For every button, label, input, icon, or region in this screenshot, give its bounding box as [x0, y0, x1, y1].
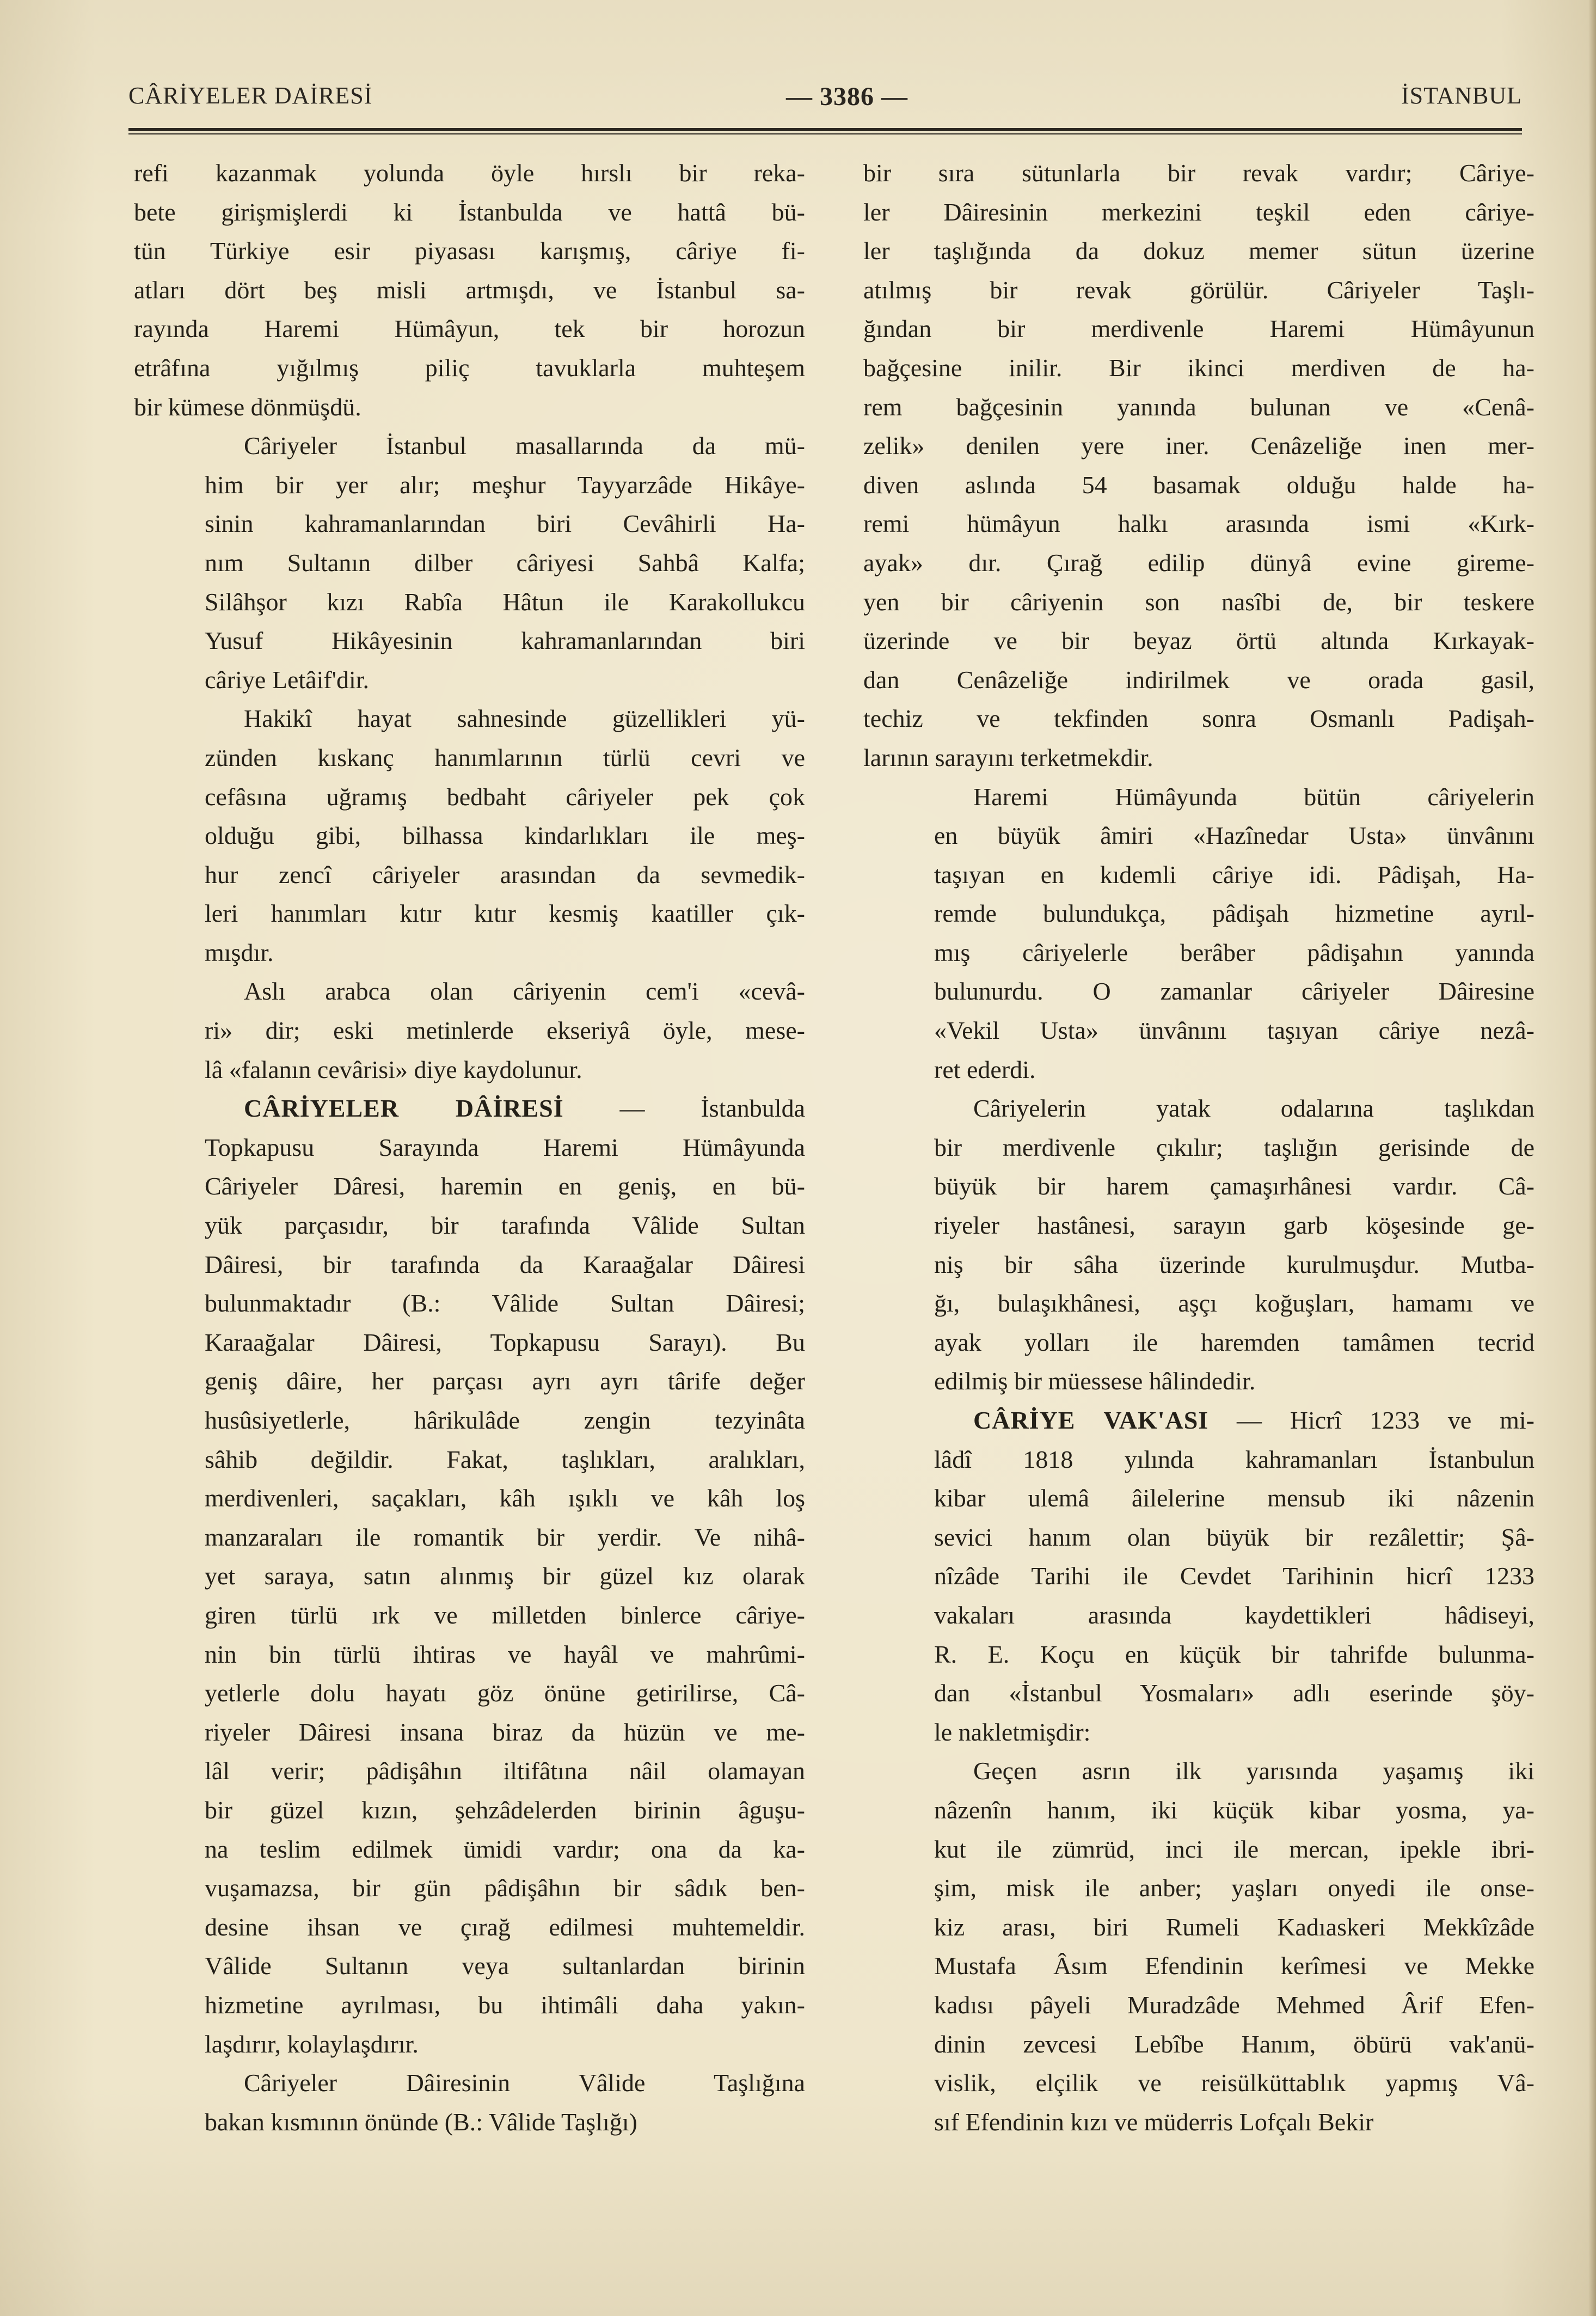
text-line: bete girişmişlerdi ki İstanbulda ve hattâ bü-: [134, 198, 805, 226]
text-line: bulunmaktadır (B.: Vâlide Sultan Dâiresi;: [205, 1289, 805, 1318]
text-line: atları dört beş misli artmışdı, ve İstanbul sa-: [134, 275, 805, 304]
paragraph: [134, 426, 805, 699]
text-line: nin bin türlü ihtiras ve hayâl ve mahrûmi-: [205, 1640, 805, 1668]
text-line: bulunurdu. O zamanlar câriyeler Dâiresine: [934, 977, 1534, 1006]
text-line: kut ile zümrüd, inci ile mercan, ipekle ibri-: [934, 1835, 1534, 1863]
text-line: R. E. Koçu en küçük bir tahrifde bulunma-: [934, 1640, 1534, 1668]
text-line: zünden kıskanç hanımlarının türlü cevri ve: [205, 743, 805, 771]
paragraph: [134, 972, 805, 1089]
text-line: tün Türkiye esir piyasası karışmış, câriye fi-: [134, 237, 805, 265]
entry-heading: CÂRİYE VAK'ASI: [973, 1406, 1209, 1434]
text-line: laşdırır, kolaylaşdırır.: [205, 2030, 419, 2058]
text-line: zelik» denilen yere iner. Cenâzeliğe inen mer-: [863, 432, 1534, 460]
text-line: na teslim edilmek ümidi vardır; ona da ka-: [205, 1835, 805, 1863]
text-line: yük parçasıdır, bir tarafında Vâlide Sultan: [205, 1211, 805, 1240]
paragraph: [863, 1089, 1534, 1401]
text-line: bir merdivenle çıkılır; taşlığın gerisinde de: [934, 1133, 1534, 1161]
text-line: remi hümâyun halkı arasında ismi «Kırk-: [863, 510, 1534, 538]
text-line: Mustafa Âsım Efendinin kerîmesi ve Mekke: [934, 1952, 1534, 1980]
entry-heading-continuation: — Hicrî 1233 ve mi-: [1208, 1406, 1534, 1434]
paragraph: [863, 777, 1534, 1089]
text-line: desine ihsan ve çırağ edilmesi muhtemeldir.: [205, 1913, 805, 1941]
text-line: ğından bir merdivenle Haremi Hümâyunun: [863, 315, 1534, 343]
text-line: remde bulundukça, pâdişah hizmetine ayrıl-: [934, 899, 1534, 928]
text-line: kadısı pâyeli Muradzâde Mehmed Ârif Efen-: [934, 1990, 1534, 2019]
text-line: bağçesine inilir. Bir ikinci merdiven de ha-: [863, 353, 1534, 382]
paragraph: [863, 154, 1534, 777]
text-line: bakan kısmının önünde (B.: Vâlide Taşlığı): [205, 2107, 637, 2136]
text-line: ğı, bulaşıkhânesi, aşçı koğuşları, hamamı ve: [934, 1289, 1534, 1318]
text-line: edilmiş bir müessese hâlindedir.: [934, 1367, 1256, 1395]
text-line: ayak yolları ile haremden tamâmen tecrid: [934, 1328, 1534, 1356]
text-line: kibar ulemâ âilelerine mensub iki nâzenin: [934, 1484, 1534, 1512]
paragraph: [134, 2063, 805, 2141]
text-line: manzaraları ile romantik bir yerdir. Ve nihâ-: [205, 1523, 805, 1551]
text-line: vakaları arasında kaydettikleri hâdiseyi,: [934, 1601, 1534, 1629]
running-head: [128, 82, 1522, 120]
text-line: Geçen asrın ilk yarısında yaşamış iki: [973, 1757, 1534, 1785]
paragraph: [134, 699, 805, 972]
text-line: husûsiyetlerle, hârikulâde zengin tezyinâta: [205, 1406, 805, 1434]
text-line: câriye Letâif'dir.: [205, 665, 370, 694]
text-line: Dâiresi, bir tarafında da Karaağalar Dâiresi: [205, 1250, 805, 1278]
text-line: Haremi Hümâyunda bütün câriyelerin: [973, 782, 1534, 811]
paragraph: [134, 1089, 805, 2063]
text-line: büyük bir harem çamaşırhânesi vardır. Câ-: [934, 1172, 1534, 1200]
text-line: [134, 1089, 805, 1128]
text-line: sâhib değildir. Fakat, taşlıkları, aralıkları,: [205, 1445, 805, 1473]
text-line: dan «İstanbul Yosmaları» adlı eserinde şöy-: [934, 1679, 1534, 1707]
text-line: ler taşlığında da dokuz memer sütun üzerine: [863, 237, 1534, 265]
page-edge-shadow: [1588, 0, 1596, 2316]
text-line: üzerinde ve bir beyaz örtü altında Kırkayak-: [863, 627, 1534, 655]
text-line: Silâhşor kızı Rabîa Hâtun ile Karakollukcu: [205, 587, 805, 616]
text-line: sinin kahramanlarından biri Cevâhirli Ha-: [205, 510, 805, 538]
text-line: Hakikî hayat sahnesinde güzellikleri yü-: [244, 704, 805, 733]
text-line: sıf Efendinin kızı ve müderris Lofçalı Bekir: [934, 2107, 1374, 2136]
text-line: vuşamazsa, bir gün pâdişâhın bir sâdık ben-: [205, 1874, 805, 1902]
text-line: Vâlide Sultanın veya sultanlardan birinin: [205, 1952, 805, 1980]
text-line: mış câriyelerle berâber pâdişahın yanında: [934, 938, 1534, 966]
text-line: lâdî 1818 yılında kahramanları İstanbulun: [934, 1445, 1534, 1473]
text-line: techiz ve tekfinden sonra Osmanlı Padişah-: [863, 704, 1534, 733]
text-line: leri hanımları kıtır kıtır kesmiş kaatiller çık-: [205, 899, 805, 928]
text-line: rayında Haremi Hümâyun, tek bir horozun: [134, 315, 805, 343]
text-line: Topkapusu Sarayında Haremi Hümâyunda: [205, 1133, 805, 1161]
text-line: Aslı arabca olan câriyenin cem'i «cevâ-: [244, 977, 805, 1006]
text-line: olduğu gibi, bilhassa kindarlıkları ile meş-: [205, 822, 805, 850]
text-line: Câriyeler İstanbul masallarında da mü-: [244, 432, 805, 460]
text-line: [863, 1401, 1534, 1440]
text-line: dinin zevcesi Lebîbe Hanım, öbürü vak'anü-: [934, 2030, 1534, 2058]
text-line: nâzenîn hanım, iki küçük kibar yosma, ya-: [934, 1796, 1534, 1824]
text-line: kiz arası, biri Rumeli Kadıaskeri Mekkîzâde: [934, 1913, 1534, 1941]
text-line: larının sarayını terketmekdir.: [863, 743, 1153, 771]
text-line: ler Dâiresinin merkezini teşkil eden câriye-: [863, 198, 1534, 226]
text-line: hizmetine ayrılması, bu ihtimâli daha yakın-: [205, 1990, 805, 2019]
text-line: cefâsına uğramış bedbaht câriyeler pek çok: [205, 782, 805, 811]
text-line: giren türlü ırk ve milletden binlerce câriye-: [205, 1601, 805, 1629]
text-line: Karaağalar Dâiresi, Topkapusu Sarayı). Bu: [205, 1328, 805, 1356]
text-line: bir sıra sütunlarla bir revak vardır; Câriye-: [863, 159, 1534, 187]
header-page-number: — 3386 —: [786, 82, 908, 111]
header-publication-title: İSTANBUL: [1401, 82, 1522, 109]
paragraph: [863, 1401, 1534, 1751]
text-line: refi kazanmak yolunda öyle hırslı bir reka-: [134, 159, 805, 187]
text-line: lâl verir; pâdişâhın iltifâtına nâil olamayan: [205, 1757, 805, 1785]
text-line: Yusuf Hikâyesinin kahramanlarından biri: [205, 627, 805, 655]
text-line: ret ederdi.: [934, 1055, 1036, 1083]
text-line: bir kümese dönmüşdü.: [134, 393, 361, 421]
right-column: [863, 154, 1534, 2141]
text-line: merdivenleri, saçakları, kâh ışıklı ve kâh loş: [205, 1484, 805, 1512]
text-line: dan Cenâzeliğe indirilmek ve orada gasil,: [863, 665, 1534, 694]
text-line: nîzâde Tarihi ile Cevdet Tarihinin hicrî 1233: [934, 1562, 1534, 1590]
text-line: rem bağçesinin yanında bulunan ve «Cenâ-: [863, 393, 1534, 421]
text-line: riyeler Dâiresi insana biraz da hüzün ve me-: [205, 1718, 805, 1746]
text-line: riyeler hastânesi, sarayın garb köşesinde ge-: [934, 1211, 1534, 1240]
text-line: yetlerle dolu hayatı göz önüne getirilirse, Câ-: [205, 1679, 805, 1707]
text-line: şim, misk ile anber; yaşları onyedi ile onse-: [934, 1874, 1534, 1902]
text-line: vislik, elçilik ve reisülküttablık yapmış Vâ-: [934, 2069, 1534, 2097]
paragraph: [134, 154, 805, 426]
header-rule: [128, 128, 1522, 134]
entry-heading: CÂRİYELER DÂİRESİ: [244, 1094, 564, 1123]
text-line: yen bir câriyenin son nasîbi de, bir teskere: [863, 587, 1534, 616]
text-line: nım Sultanın dilber câriyesi Sahbâ Kalfa;: [205, 548, 805, 577]
header-section-title: CÂRİYELER DAİRESİ: [128, 82, 373, 109]
text-line: «Vekil Usta» ünvânını taşıyan câriye nezâ-: [934, 1016, 1534, 1045]
text-line: niş bir sâha üzerinde kurulmuşdur. Mutba-: [934, 1250, 1534, 1278]
text-line: diven aslında 54 basamak olduğu halde ha-: [863, 470, 1534, 499]
text-line: taşıyan en kıdemli câriye idi. Pâdişah, Ha-: [934, 860, 1534, 889]
text-line: him bir yer alır; meşhur Tayyarzâde Hikâye-: [205, 470, 805, 499]
text-line: bir güzel kızın, şehzâdelerden birinin âguşu-: [205, 1796, 805, 1824]
text-line: Câriyelerin yatak odalarına taşlıkdan: [973, 1094, 1534, 1123]
text-line: ayak» dır. Çırağ edilip dünyâ evine gireme-: [863, 548, 1534, 577]
text-line: Câriyeler Dâiresinin Vâlide Taşlığına: [244, 2069, 805, 2097]
paragraph: [863, 1751, 1534, 2141]
text-line: lâ «falanın cevârisi» diye kaydolunur.: [205, 1055, 582, 1083]
text-line: le nakletmişdir:: [934, 1718, 1091, 1746]
text-line: yet saraya, satın alınmış bir güzel kız olarak: [205, 1562, 805, 1590]
entry-heading-continuation: — İstanbulda: [563, 1094, 805, 1123]
text-line: etrâfına yığılmış piliç tavuklarla muhteşem: [134, 353, 805, 382]
text-line: atılmış bir revak görülür. Câriyeler Taşlı-: [863, 275, 1534, 304]
text-line: ri» dir; eski metinlerde ekseriyâ öyle, mese-: [205, 1016, 805, 1045]
text-line: geniş dâire, her parçası ayrı ayrı târife değer: [205, 1367, 805, 1395]
text-line: Câriyeler Dâresi, haremin en geniş, en bü-: [205, 1172, 805, 1200]
left-column: [134, 154, 805, 2141]
text-line: hur zencî câriyeler arasından da sevmedik-: [205, 860, 805, 889]
text-line: mışdır.: [205, 938, 274, 966]
text-line: en büyük âmiri «Hazînedar Usta» ünvânını: [934, 822, 1534, 850]
text-line: sevici hanım olan büyük bir rezâlettir; Şâ-: [934, 1523, 1534, 1551]
